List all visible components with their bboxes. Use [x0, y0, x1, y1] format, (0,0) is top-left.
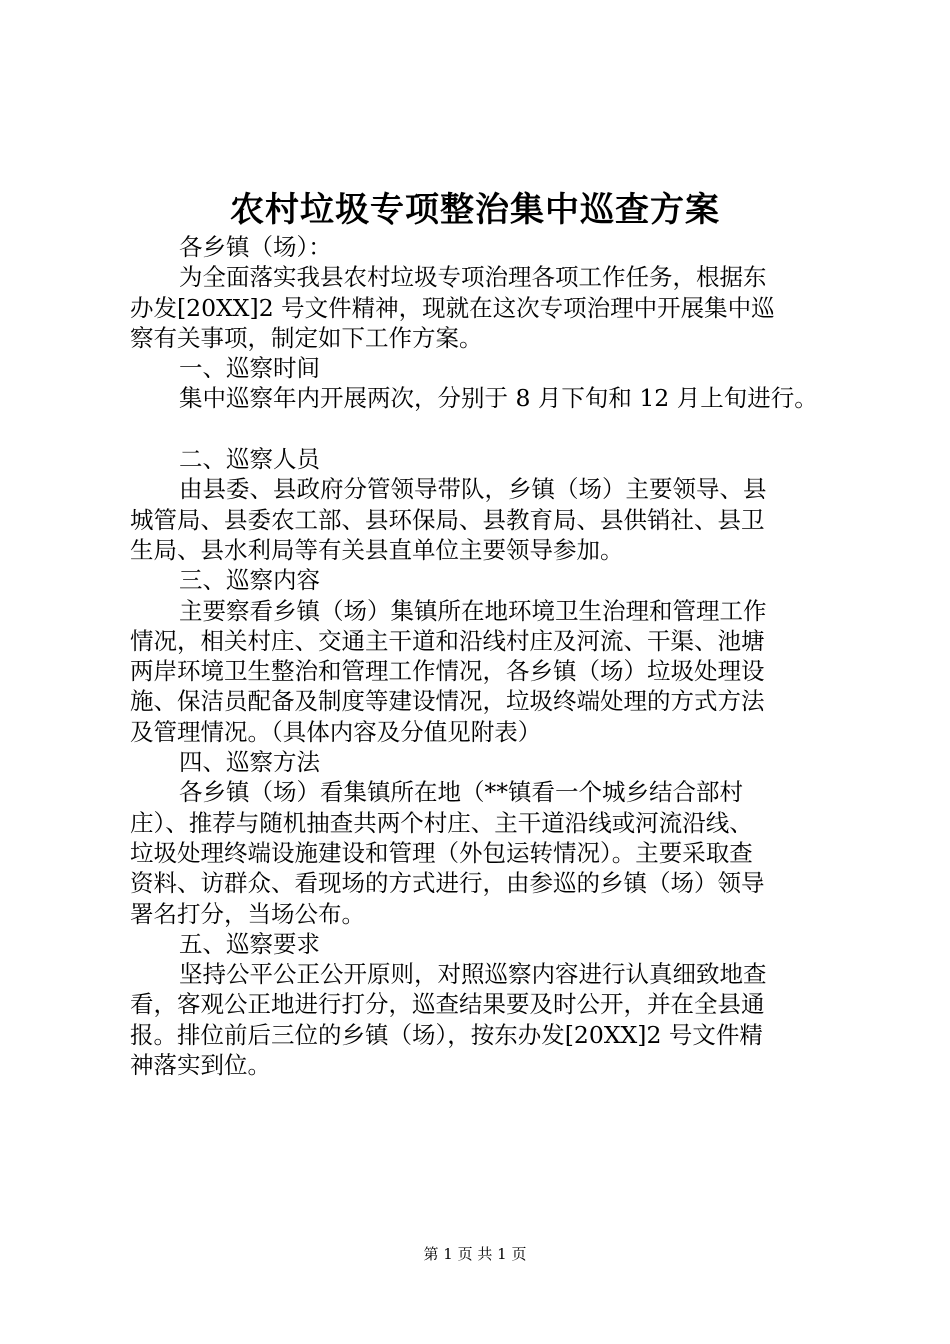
paragraph-line: 及管理情况。（具体内容及分值见附表）	[130, 717, 542, 746]
paragraph-line: 垃圾处理终端设施建设和管理（外包运转情况）。主要采取查	[130, 838, 753, 867]
section-heading: 二、巡察人员	[179, 445, 320, 474]
spacer	[130, 414, 835, 444]
document-body	[130, 232, 835, 1080]
intro-line: 办发[20XX]2 号文件精神，现就在这次专项治理中开展集中巡	[130, 293, 775, 322]
paragraph-line: 资料、访群众、看现场的方式进行，由参巡的乡镇（场）领导	[130, 869, 765, 898]
paragraph-line: 看，客观公正地进行打分，巡查结果要及时公开，并在全县通	[130, 990, 765, 1019]
paragraph-line: 生局、县水利局等有关县直单位主要领导参加。	[130, 535, 624, 564]
section-heading: 一、巡察时间	[179, 354, 320, 383]
paragraph-line: 情况，相关村庄、交通主干道和沿线村庄及河流、干渠、池塘	[130, 626, 765, 655]
document-title: 农村垃圾专项整治集中巡查方案	[230, 190, 720, 230]
paragraph-line: 庄）、推荐与随机抽查共两个村庄、主干道沿线或河流沿线、	[130, 808, 753, 837]
paragraph-line: 神落实到位。	[130, 1051, 271, 1080]
intro-line: 为全面落实我县农村垃圾专项治理各项工作任务，根据东	[179, 263, 767, 292]
paragraph-line: 两岸环境卫生整治和管理工作情况，各乡镇（场）垃圾处理设	[130, 657, 765, 686]
paragraph-line: 施、保洁员配备及制度等建设情况，垃圾终端处理的方式方法	[130, 687, 765, 716]
intro-line: 察有关事项，制定如下工作方案。	[130, 323, 483, 352]
paragraph-line: 由县委、县政府分管领导带队，乡镇（场）主要领导、县	[179, 475, 767, 504]
paragraph-line: 署名打分，当场公布。	[130, 899, 365, 928]
paragraph-line: 集中巡察年内开展两次，分别于 8 月下旬和 12 月上旬进行。	[179, 384, 818, 413]
greeting: 各乡镇（场）：	[179, 233, 332, 261]
section-heading: 四、巡察方法	[179, 748, 320, 777]
paragraph-line: 城管局、县委农工部、县环保局、县教育局、县供销社、县卫	[130, 505, 765, 534]
page-footer: 第 1 页 共 1 页	[423, 1245, 527, 1263]
paragraph-line: 各乡镇（场）看集镇所在地（**镇看一个城乡结合部村	[179, 778, 743, 807]
paragraph-line: 坚持公平公正公开原则，对照巡察内容进行认真细致地查	[179, 960, 767, 989]
section-heading: 五、巡察要求	[179, 929, 320, 958]
section-heading: 三、巡察内容	[179, 566, 320, 595]
paragraph-line: 主要察看乡镇（场）集镇所在地环境卫生治理和管理工作	[179, 596, 767, 625]
paragraph-line: 报。排位前后三位的乡镇（场），按东办发[20XX]2 号文件精	[130, 1020, 763, 1049]
